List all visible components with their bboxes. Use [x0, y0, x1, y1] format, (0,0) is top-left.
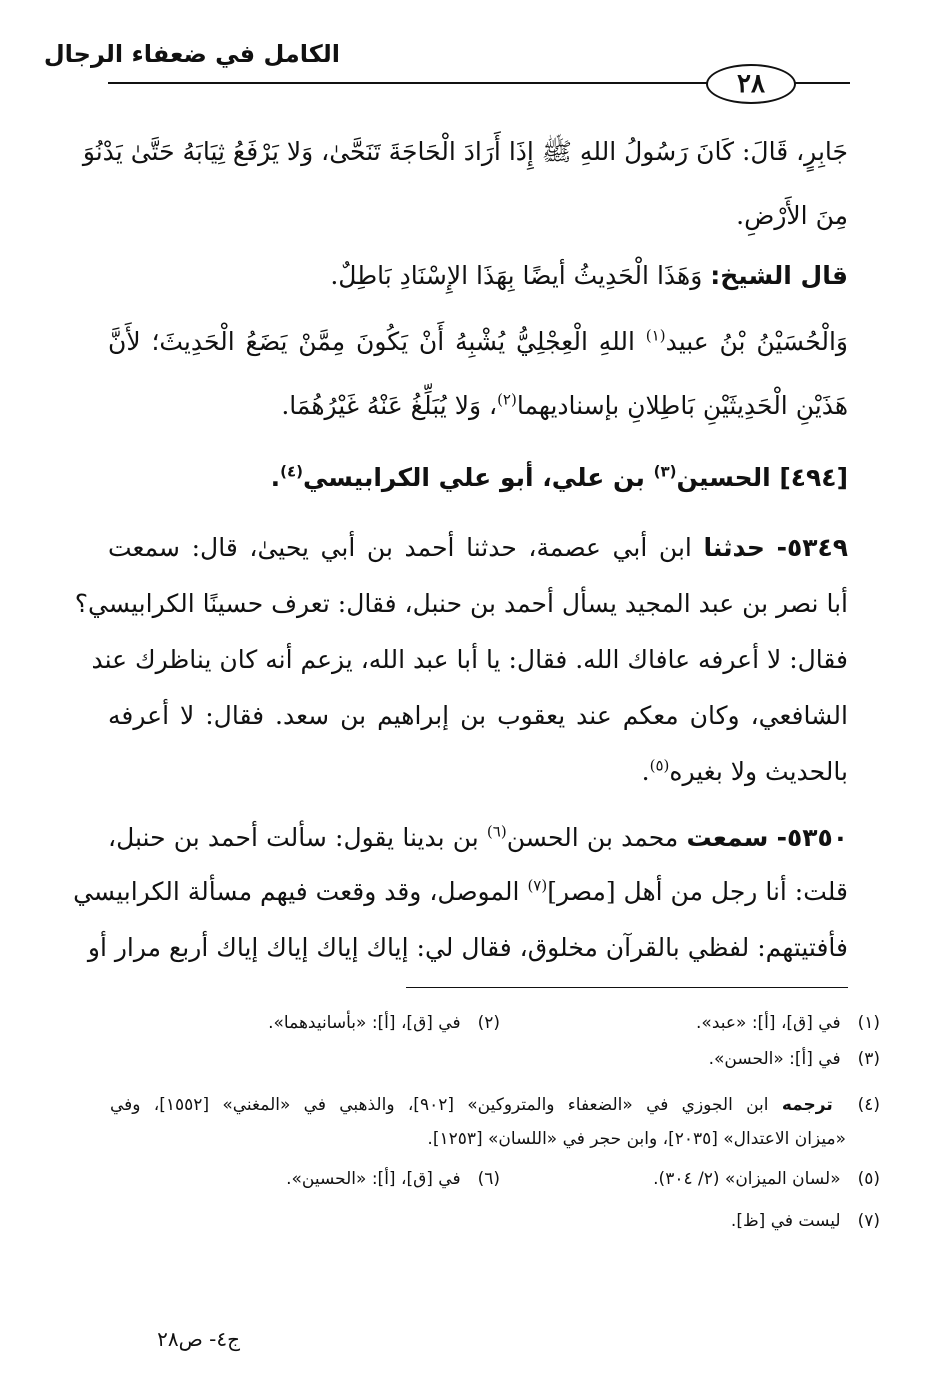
entry-heading-b: بن علي، أبو علي الكرابيسي	[303, 463, 645, 492]
footnote-ref-6: (٦)	[486, 822, 507, 841]
footnote-ref-7: (٧)	[527, 876, 548, 895]
footnote-rule	[406, 987, 848, 988]
volume-page-reference: ج٤- ص٢٨	[157, 1327, 240, 1351]
hadith-number-5349: ٥٣٤٩-	[776, 533, 848, 562]
text-line-4-b: اللهِ الْعِجْلِيُّ يُشْبِهُ أَنْ يَكُونَ مِمَّنْ يَضَعُ الْحَدِيثَ؛ لأَنَّ	[108, 327, 635, 356]
footnote-1-text: في [ق]، [أ]: «عبد».	[696, 1013, 841, 1033]
hadith-5349-line-1	[108, 528, 848, 568]
text-line-5-a: هَذَيْنِ الْحَدِيثَيْنِ بَاطِلانِ بإسناديهما	[516, 391, 848, 420]
hadith-5350-text-1b: بن بدينا يقول: سألت أحمد بن حنبل،	[108, 823, 479, 852]
footnote-1	[696, 1008, 880, 1038]
hadith-5350-line-3: فأفتيتهم: لفظي بالقرآن مخلوق، فقال لي: إياك إياك إياك إياك أربع مرار أو	[87, 933, 848, 962]
footnote-7	[731, 1206, 880, 1236]
entry-heading	[108, 458, 848, 498]
text-line-1: جَابِرٍ، قَالَ: كَانَ رَسُولُ اللهِ ﷺ إِذَا أَرَادَ الْحَاجَةَ تَنَحَّىٰ، وَلا يَرْفَعُ ثِيَابَهُ حَتَّىٰ يَدْنُوَ	[82, 137, 848, 166]
footnote-5	[653, 1164, 880, 1194]
footnote-ref-5: (٥)	[649, 756, 670, 775]
hadith-5349-end: .	[641, 757, 650, 786]
footnote-4-cont: «ميزان الاعتدال» [٢٠٣٥]، وابن حجر في «اللسان» [١٢٥٣].	[427, 1129, 846, 1149]
text-line-4-a: وَالْحُسَيْنُ بْنُ عبيد	[665, 327, 848, 356]
entry-heading-end: .	[270, 463, 281, 492]
text-line-2: مِنَ الأَرْضِ.	[736, 201, 848, 230]
hadith-5350-line-1	[108, 818, 848, 858]
footnote-ref-4: (٤)	[280, 462, 304, 481]
hadith-5349-line-5	[108, 752, 848, 792]
hadith-5350-text-2b: الموصل، وقد وقعت فيهم مسألة الكرابيسي	[73, 877, 520, 906]
hadith-5350-line-2	[73, 872, 848, 912]
hadith-number-5350: ٥٣٥٠-	[776, 823, 848, 852]
footnote-2	[268, 1008, 500, 1038]
hadith-5350-keyword: سمعت	[686, 823, 769, 852]
hadith-5349-text-5: بالحديث ولا بغيره	[669, 757, 848, 786]
hadith-5350-text-1a: محمد بن الحسن	[506, 823, 679, 852]
footnote-2-number: (٢)	[477, 1013, 500, 1033]
footnote-6-number: (٦)	[477, 1169, 500, 1189]
footnote-4-text-1: ابن الجوزي في «الضعفاء والمتروكين» [٩٠٢]، والذهبي في «المغني» [١٥٥٢]، وفي	[110, 1095, 769, 1115]
text-line-4	[108, 322, 848, 362]
footnote-5-number: (٥)	[857, 1169, 880, 1189]
book-title: الكامل في ضعفاء الرجال	[43, 40, 340, 68]
hadith-5349-line-2: أبا نصر بن عبد المجيد يسأل أحمد بن حنبل، فقال: تعرف حسينًا الكرابيسي؟	[74, 589, 848, 618]
footnote-5-text: «لسان الميزان» (٢/ ٣٠٤).	[653, 1169, 841, 1189]
hadith-5350-text-2a: قلت: أنا رجل من أهل [مصر]	[547, 877, 848, 906]
sheikh-remark-label: قال الشيخ:	[710, 261, 848, 290]
footnote-3-text: في [أ]: «الحسن».	[708, 1049, 841, 1069]
text-line-5-b: ، وَلا يُبَلِّغُ عَنْهُ غَيْرُهُمَا.	[281, 391, 498, 420]
footnote-2-text: في [ق]، [أ]: «بأسانيدهما».	[268, 1013, 461, 1033]
hadith-5349-keyword: حدثنا	[703, 533, 765, 562]
footnote-ref-2: (٢)	[497, 390, 517, 409]
footnote-7-number: (٧)	[857, 1211, 880, 1231]
page-number	[706, 64, 796, 104]
entry-heading-a: [٤٩٤] الحسين	[676, 463, 848, 492]
footnote-ref-3: (٣)	[653, 462, 677, 481]
footnote-4	[110, 1090, 880, 1120]
footnote-1-number: (١)	[857, 1013, 880, 1033]
footnote-6-text: في [ق]، [أ]: «الحسين».	[286, 1169, 461, 1189]
text-line-5	[108, 386, 848, 426]
footnote-4-keyword: ترجمه	[781, 1095, 833, 1115]
footnote-7-text: ليست في [ظ].	[730, 1211, 841, 1231]
sheikh-remark-text: وَهَذَا الْحَدِيثُ أيضًا بِهَذَا الإِسْنَادِ بَاطِلٌ.	[330, 261, 703, 290]
footnote-ref-1: (١)	[645, 326, 666, 345]
footnote-3	[709, 1044, 880, 1074]
footnote-4-number: (٤)	[857, 1095, 881, 1115]
sheikh-remark-line	[108, 256, 848, 296]
hadith-5349-line-4: الشافعي، وكان معكم عند يعقوب بن إبراهيم بن سعد. فقال: لا أعرفه	[108, 701, 848, 730]
page-number-text: ٢٨	[737, 69, 765, 99]
footnote-3-number: (٣)	[857, 1049, 880, 1069]
footnote-6	[286, 1164, 500, 1194]
hadith-5349-line-3: فقال: لا أعرفه عافاك الله. فقال: يا أبا عبد الله، يزعم أنه كان يناظرك عند	[91, 645, 848, 674]
hadith-5349-text-1: ابن أبي عصمة، حدثنا أحمد بن أبي يحيىٰ، قال: سمعت	[108, 533, 692, 562]
